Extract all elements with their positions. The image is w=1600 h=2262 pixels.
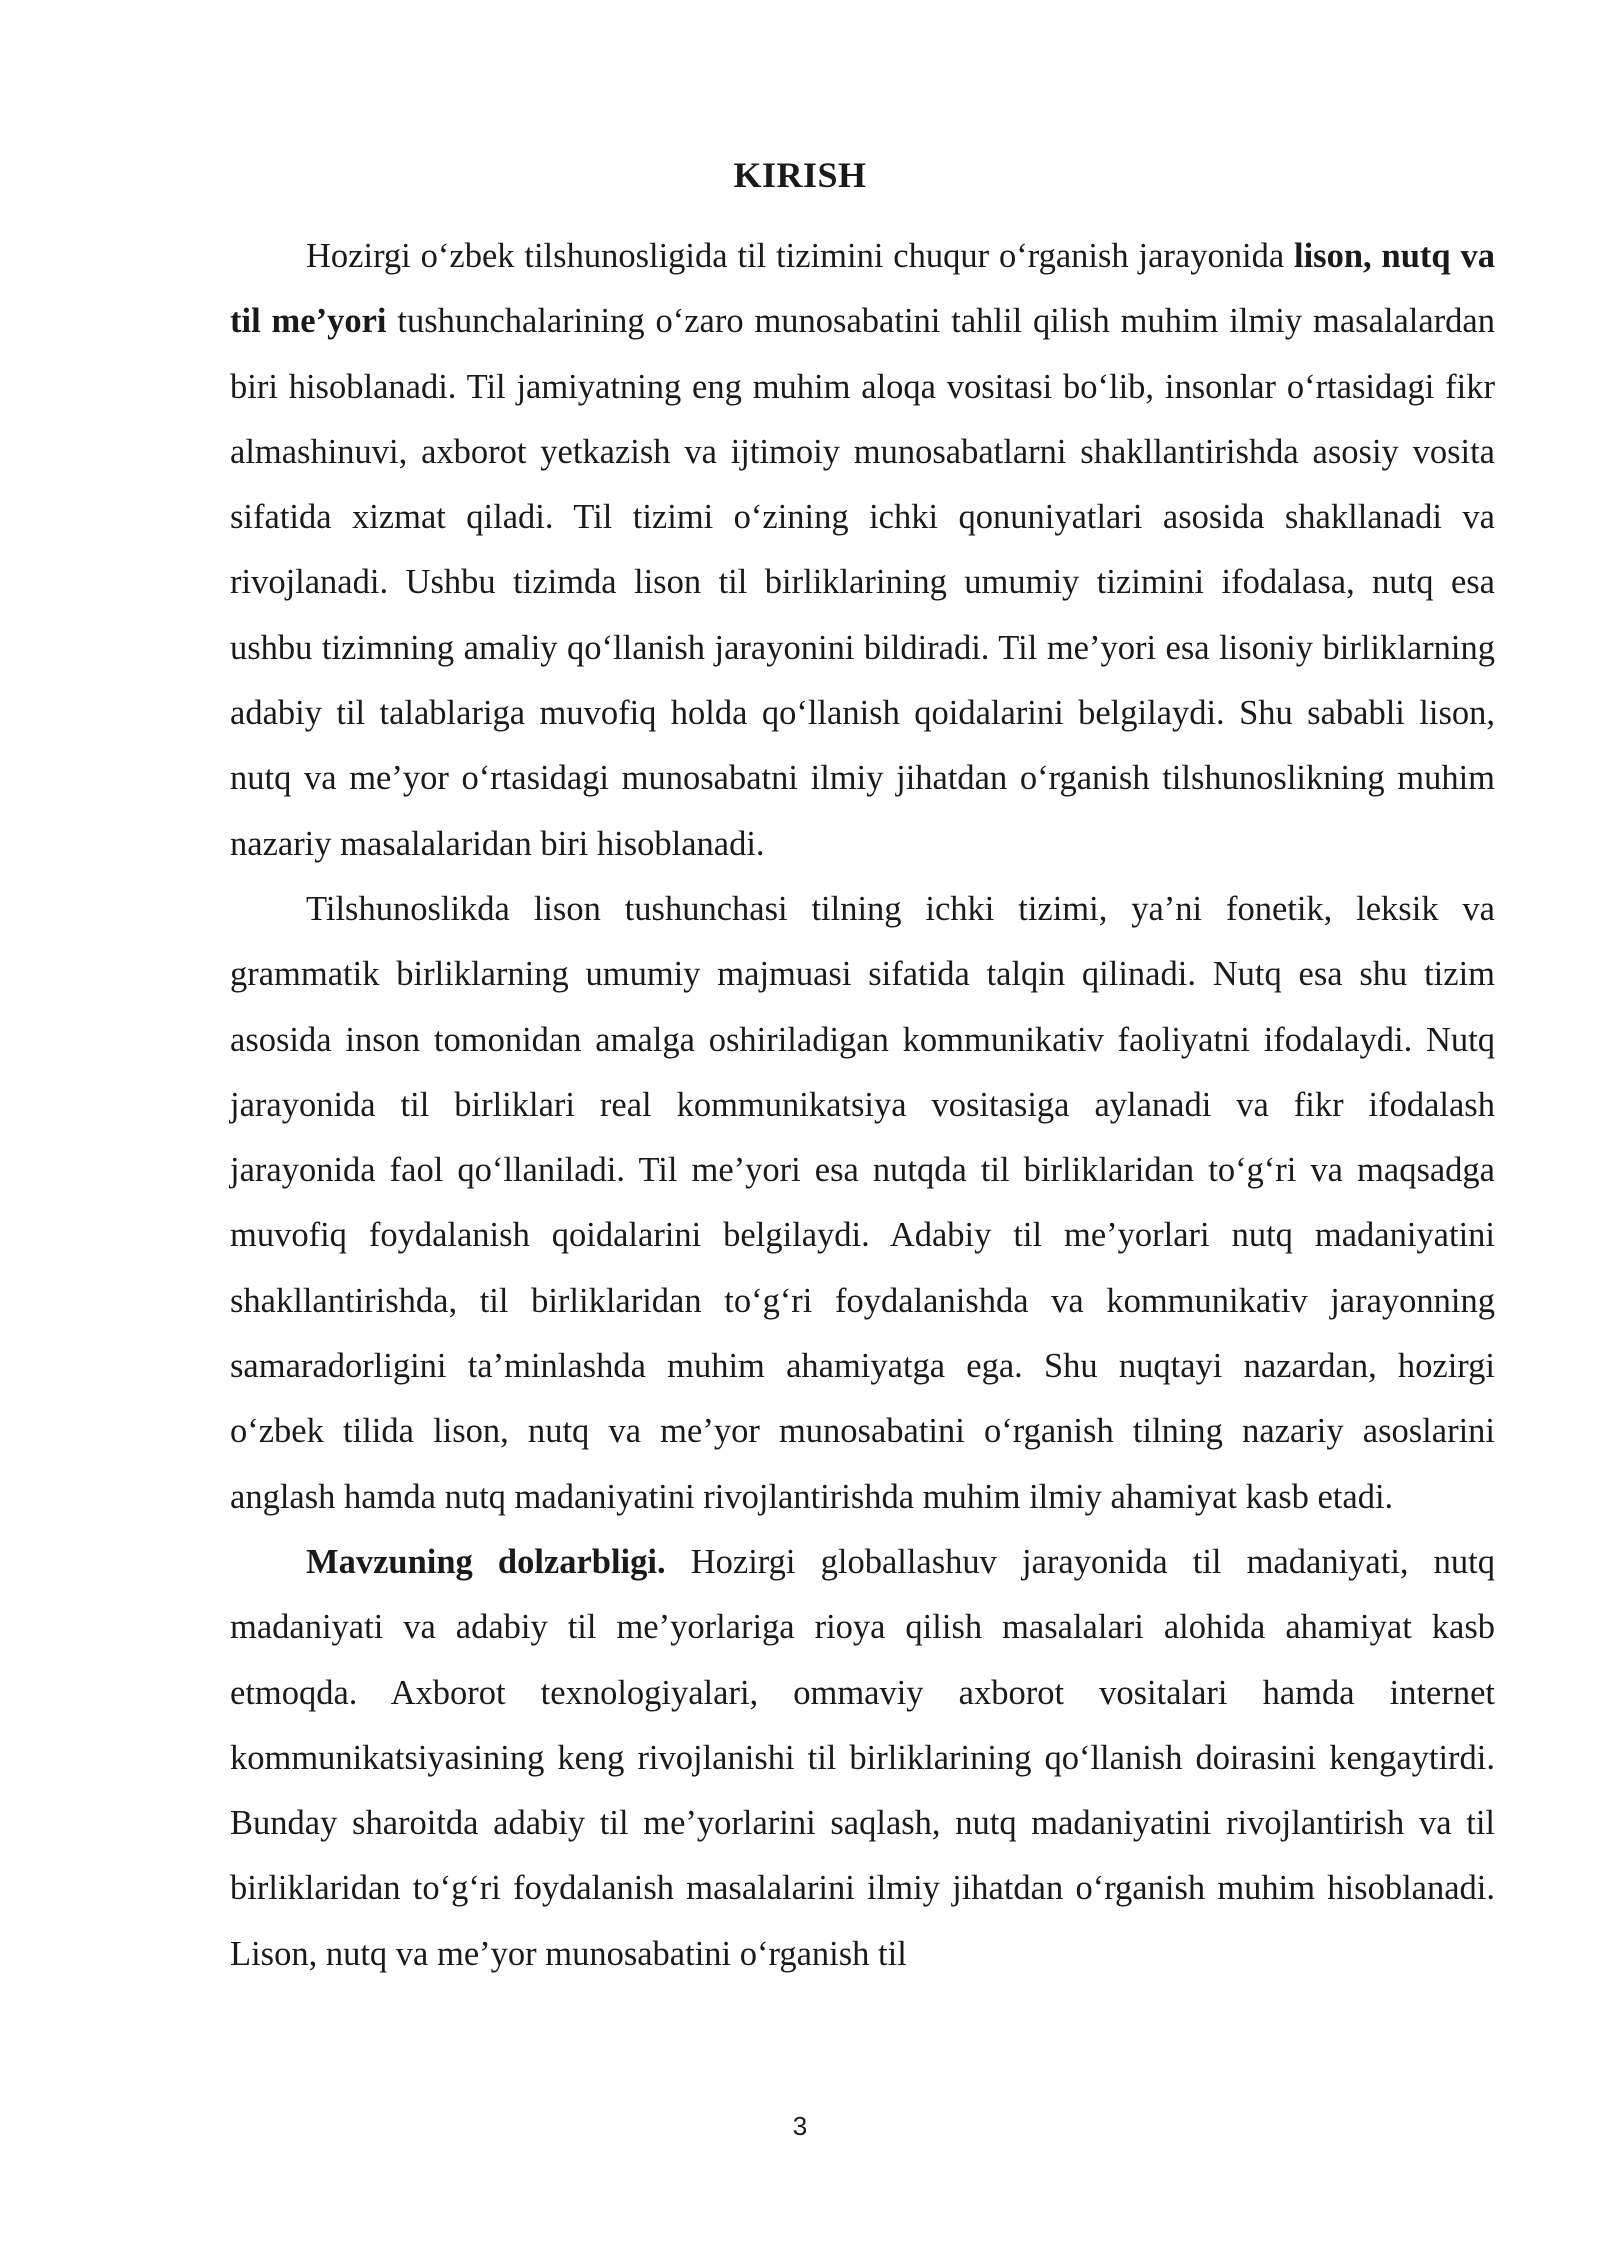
paragraph-relevance	[230, 1530, 1495, 1987]
relevance-heading: Mavzuning dolzarbligi.	[306, 1542, 666, 1581]
paragraph-lison-nutq	[230, 877, 1495, 1530]
paragraph-lead-text: Hozirgi o‘zbek tilshunosligida til tizimini chuqur o‘rganish jarayonida	[306, 237, 1295, 275]
body-text	[230, 224, 1495, 1987]
paragraph-introduction	[230, 224, 1495, 877]
paragraph-text: Tilshunoslikda lison tushunchasi tilning ichki tizimi, ya’ni fonetik, leksik va grammatik birliklarning umumiy majmuasi sifatida talqin qilinadi. Nutq esa shu tizim asosida inson tomonidan amalga oshiriladigan kommunikativ faoliyatni ifodalaydi. Nutq jarayonida til birliklari real kommunikatsiya vositasiga aylanadi va fikr ifodalash jarayonida faol qo‘llaniladi. Til me’yori esa nutqda til birliklaridan to‘g‘ri va maqsadga muvofiq foydalanish qoidalarini belgilaydi. Adabiy til me’yorlari nutq madaniyatini shakllantirishda, til birliklaridan to‘g‘ri foydalanishda va kommunikativ jarayonning samaradorligini ta’minlashda muhim ahamiyatga ega. Shu nuqtayi nazardan, hozirgi o‘zbek tilida lison, nutq va me’yor munosabatini o‘rganish tilning nazariy asoslarini anglash hamda nutq madaniyatini rivojlantirishda muhim ilmiy ahamiyat kasb etadi.	[230, 889, 1495, 1516]
page-number: 3	[792, 2111, 808, 2141]
paragraph-text: Hozirgi globallashuv jarayonida til madaniyati, nutq madaniyati va adabiy til me’yorlariga rioya qilish masalalari alohida ahamiyat kasb etmoqda. Axborot texnologiyalari, ommaviy axborot vositalari hamda internet kommunikatsiyasining keng rivojlanishi til birliklarining qo‘llanish doirasini kengaytirdi. Bunday sharoitda adabiy til me’yorlarini saqlash, nutq madaniyatini rivojlantirish va til birliklaridan to‘g‘ri foydalanish masalalarini ilmiy jihatdan o‘rganish muhim hisoblanadi. Lison, nutq va me’yor munosabatini o‘rganish til	[230, 1542, 1495, 1973]
section-title: KIRISH	[733, 155, 867, 195]
paragraph-text: tushunchalarining o‘zaro munosabatini tahlil qilish muhim ilmiy masalalardan biri hisoblanadi. Til jamiyatning eng muhim aloqa vositasi bo‘lib, insonlar o‘rtasidagi fikr almashinuvi, axborot yetkazish va ijtimoiy munosabatlarni shakllantirishda asosiy vosita sifatida xizmat qiladi. Til tizimi o‘zining ichki qonuniyatlari asosida shakllanadi va rivojlanadi. Ushbu tizimda lison til birliklarining umumiy tizimini ifodalasa, nutq esa ushbu tizimning amaliy qo‘llanish jarayonini bildiradi. Til me’yori esa lisoniy birliklarning adabiy til talablariga muvofiq holda qo‘llanish qoidalarini belgilaydi. Shu sababli lison, nutq va me’yor o‘rtasidagi munosabatni ilmiy jihatdan o‘rganish tilshunoslikning muhim nazariy masalalaridan biri hisoblanadi.	[230, 302, 1495, 863]
key-terms-bold: lison, nutq va til me’yori	[230, 237, 1495, 341]
